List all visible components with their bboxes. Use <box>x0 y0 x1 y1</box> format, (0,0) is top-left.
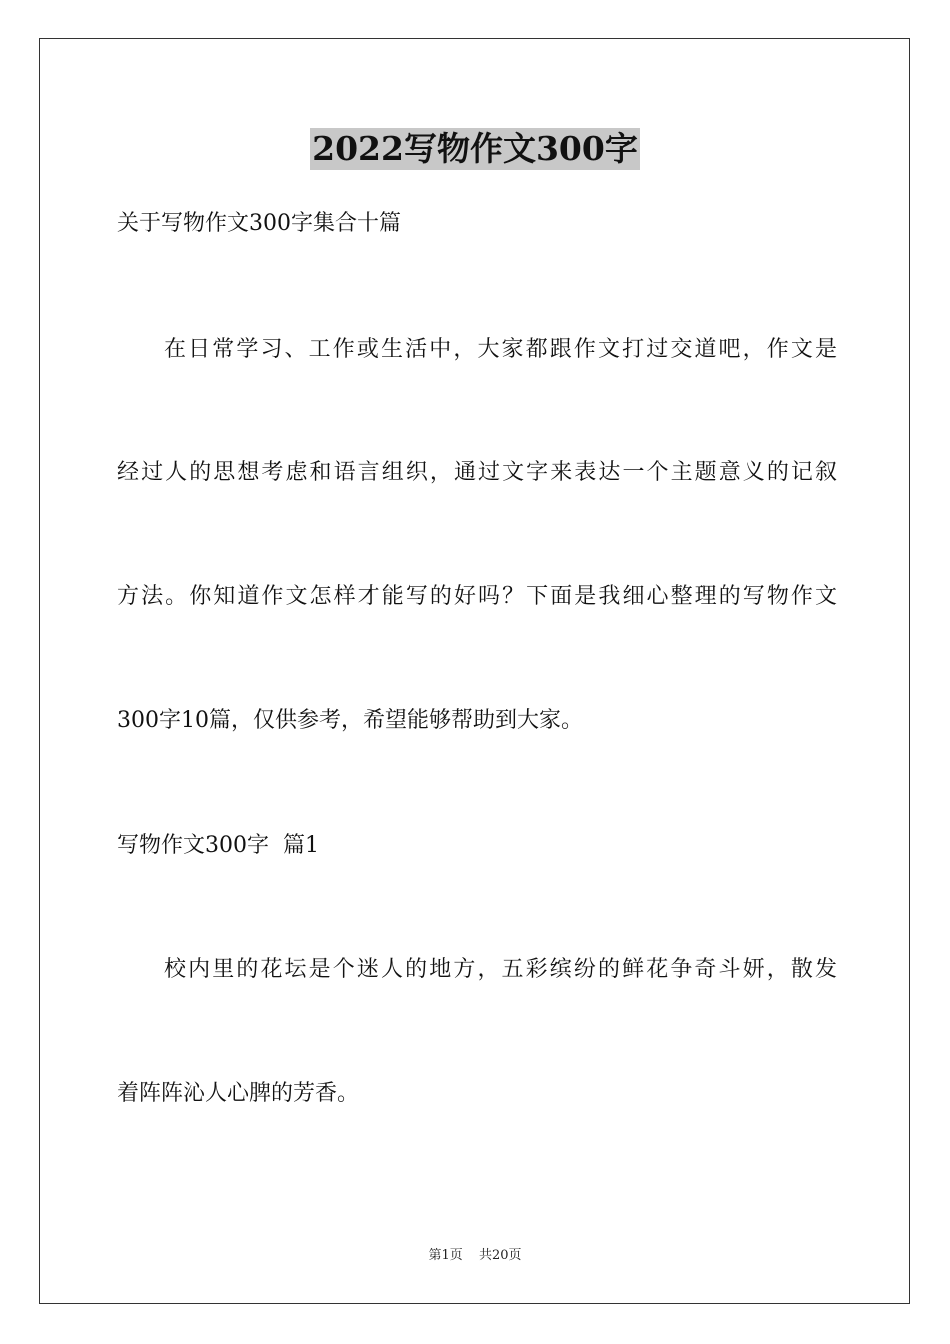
intro-line-4: 300字10篇，仅供参考，希望能够帮助到大家。 <box>117 708 583 733</box>
total-pages: 共20页 <box>478 1248 522 1263</box>
section-heading: 写物作文300字 篇1 <box>117 833 319 858</box>
page-number: 第1页 <box>428 1248 463 1263</box>
page-footer <box>0 1247 950 1265</box>
document-title-wrapper <box>0 128 950 172</box>
section-line-2: 着阵阵沁人心脾的芳香。 <box>117 1081 360 1106</box>
intro-line-2: 经过人的思想考虑和语言组织，通过文字来表达一个主题意义的记叙 <box>117 460 837 485</box>
intro-line-3: 方法。你知道作文怎样才能写的好吗？下面是我细心整理的写物作文 <box>117 584 837 609</box>
document-title: 2022写物作文300字 <box>312 129 638 168</box>
section-line-1: 校内里的花坛是个迷人的地方，五彩缤纷的鲜花争奇斗妍，散发 <box>164 957 837 982</box>
document-subtitle: 关于写物作文300字集合十篇 <box>117 211 401 236</box>
intro-line-1: 在日常学习、工作或生活中，大家都跟作文打过交道吧，作文是 <box>164 337 837 362</box>
